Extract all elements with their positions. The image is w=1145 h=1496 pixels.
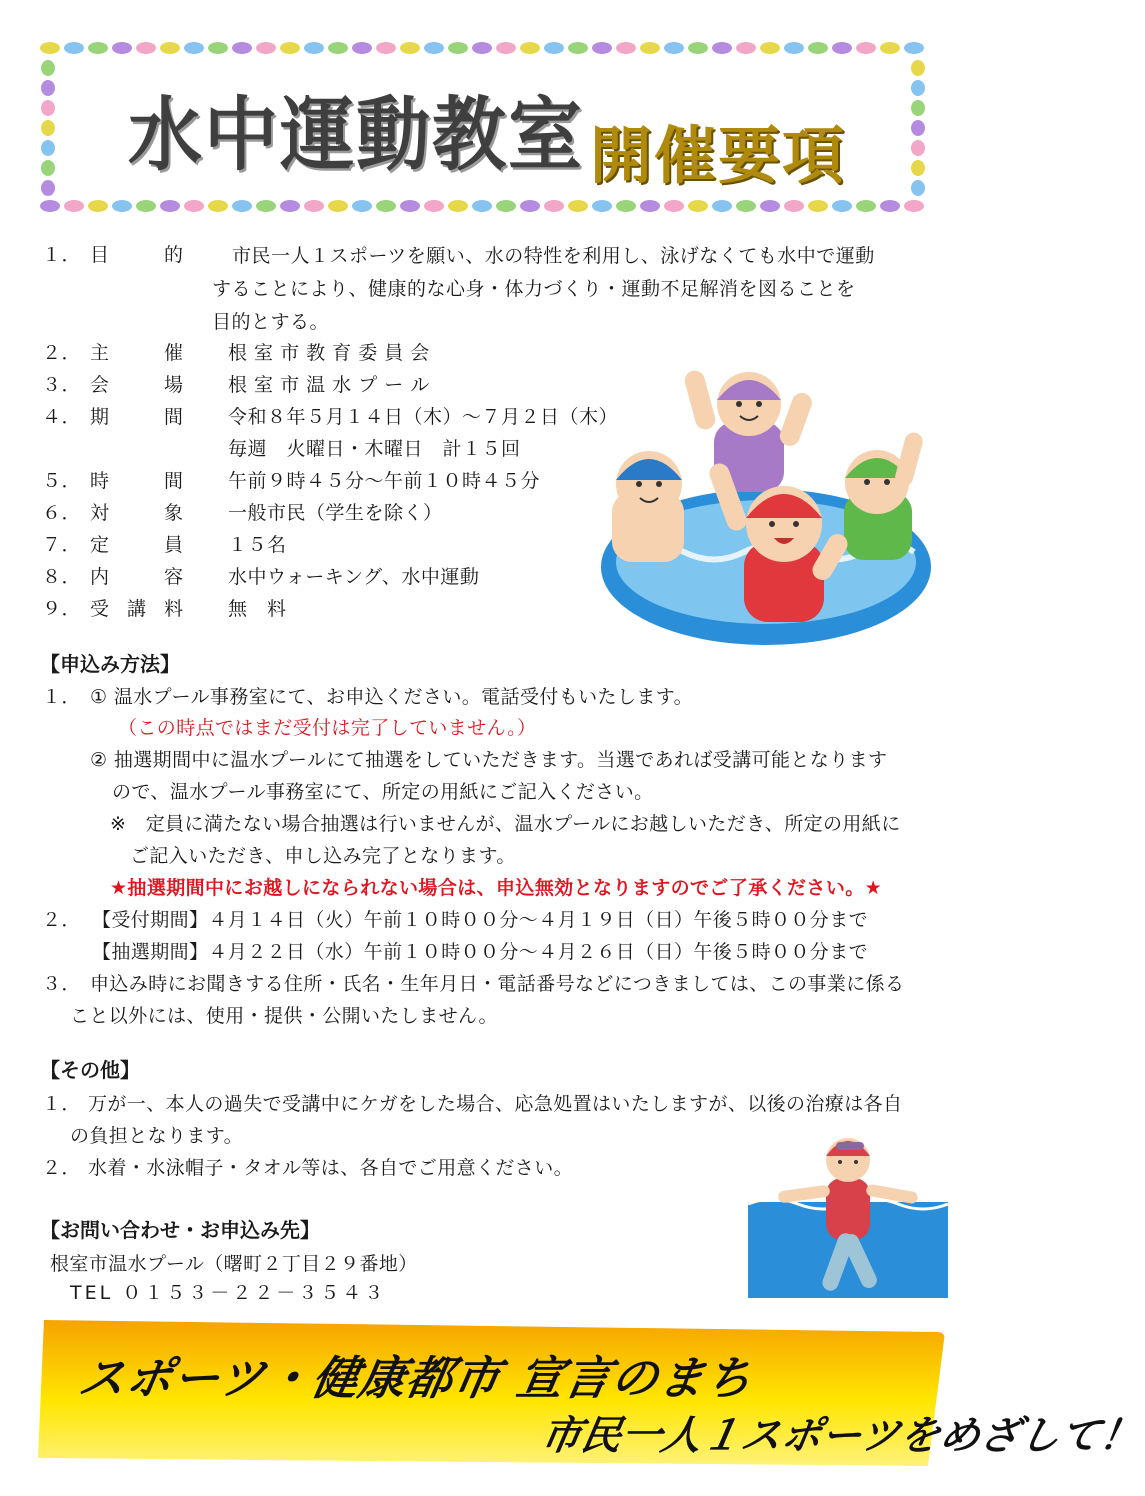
frame-dot xyxy=(856,200,876,212)
swimmer-illustration xyxy=(748,1120,948,1298)
frame-dot xyxy=(88,200,108,212)
detail-number: ８． xyxy=(42,566,82,588)
contact-name: 根室市温水プール（曙町２丁目２９番地） xyxy=(50,1253,418,1275)
detail-number: ７． xyxy=(42,534,82,556)
lottery-period: 【抽選期間】４月２２日（水）午前１０時００分～４月２６日（日）午後５時００分まで xyxy=(92,941,869,963)
frame-dot xyxy=(760,200,780,212)
frame-dot xyxy=(184,200,204,212)
detail-value: 根 室 市 教 育 委 員 会 xyxy=(228,342,430,364)
frame-dot xyxy=(376,42,396,54)
other-item-number: ２． xyxy=(42,1157,81,1179)
frame-dot xyxy=(911,160,925,176)
frame-dot xyxy=(880,200,900,212)
frame-dot xyxy=(544,42,564,54)
frame-dot xyxy=(64,200,84,212)
frame-dot xyxy=(904,200,924,212)
purpose-line: することにより、健康的な心身・体力づくり・運動不足解消を図ることを xyxy=(212,278,856,300)
frame-dot xyxy=(41,180,55,196)
frame-dot xyxy=(328,42,348,54)
purpose-line: 市民一人１スポーツを願い、水の特性を利用し、泳げなくても水中で運動 xyxy=(232,245,875,267)
detail-label: 的 xyxy=(164,244,184,266)
frame-dot xyxy=(304,200,324,212)
frame-dot xyxy=(41,160,55,176)
frame-dot xyxy=(640,42,660,54)
frame-dot xyxy=(496,42,516,54)
detail-label: 時 xyxy=(90,470,110,492)
application-step-2-cont: ので、温水プール事務室にて、所定の用紙にご記入ください。 xyxy=(112,781,654,803)
frame-dot xyxy=(208,42,228,54)
application-note-cont: ご記入いただき、申し込み完了となります。 xyxy=(130,845,516,867)
privacy-notice-cont: こと以外には、使用・提供・公開いたしません。 xyxy=(70,1005,498,1027)
frame-dot xyxy=(208,200,228,212)
detail-label: 内 xyxy=(90,566,110,588)
other-item-2: 水着・水泳帽子・タオル等は、各自でご用意ください。 xyxy=(88,1157,574,1179)
slogan-line-2: 市民一人１スポーツをめざして！ xyxy=(537,1413,1144,1459)
detail-label: 場 xyxy=(164,374,184,396)
application-item-number: １． xyxy=(42,686,81,708)
contact-tel: TEL ０１５３－２２－３５４３ xyxy=(70,1282,387,1304)
detail-value: １５名 xyxy=(228,534,287,556)
frame-dot xyxy=(424,42,444,54)
frame-dot xyxy=(808,42,828,54)
page-title: 水中運動教室 xyxy=(128,89,584,183)
detail-label: 主 xyxy=(90,342,110,364)
frame-dot xyxy=(160,200,180,212)
frame-dot xyxy=(592,200,612,212)
frame-dot xyxy=(520,200,540,212)
detail-value: 無 料 xyxy=(228,598,287,620)
frame-dot xyxy=(911,60,925,76)
frame-dot xyxy=(328,200,348,212)
frame-dot xyxy=(304,42,324,54)
frame-dot xyxy=(832,42,852,54)
frame-dot xyxy=(232,200,252,212)
frame-dot xyxy=(256,200,276,212)
detail-label: 定 xyxy=(90,534,110,556)
detail-value: 水中ウォーキング、水中運動 xyxy=(228,566,480,588)
application-step-1-note: （この時点ではまだ受付は完了していません。） xyxy=(118,717,537,739)
frame-dot xyxy=(41,60,55,76)
frame-dot xyxy=(664,200,684,212)
frame-dot xyxy=(640,200,660,212)
swimmers-group-illustration xyxy=(594,352,934,652)
frame-dot xyxy=(808,200,828,212)
frame-dot xyxy=(592,42,612,54)
frame-dot xyxy=(160,42,180,54)
frame-dot xyxy=(376,200,396,212)
detail-value-secondary: 毎週 火曜日・木曜日 計１５回 xyxy=(228,438,521,460)
frame-dot xyxy=(688,42,708,54)
application-warning: ★抽選期間中にお越しになられない場合は、申込無効となりますのでご了承ください。★ xyxy=(110,877,883,899)
frame-dot xyxy=(400,200,420,212)
frame-dot xyxy=(736,200,756,212)
frame-dot xyxy=(880,42,900,54)
frame-dot xyxy=(280,42,300,54)
detail-value: 根 室 市 温 水 プ ー ル xyxy=(228,374,430,396)
contact-heading: 【お問い合わせ・お申込み先】 xyxy=(40,1218,320,1242)
application-step-1: ① 温水プール事務室にて、お申込ください。電話受付もいたします。 xyxy=(90,686,694,708)
frame-dot xyxy=(424,200,444,212)
frame-dot xyxy=(41,140,55,156)
frame-dot xyxy=(41,100,55,116)
slogan-line-1: スポーツ・健康都市 宣言のまち xyxy=(74,1351,758,1405)
detail-number: ９． xyxy=(42,598,82,620)
detail-label: 象 xyxy=(164,502,184,524)
application-note: ※ 定員に満たない場合抽選は行いませんが、温水プールにお越しいただき、所定の用紙に xyxy=(110,813,901,835)
application-item-number: ２． xyxy=(42,909,81,931)
frame-dot xyxy=(568,42,588,54)
detail-label: 間 xyxy=(164,470,184,492)
detail-value: 一般市民（学生を除く） xyxy=(228,502,443,524)
frame-dot xyxy=(911,140,925,156)
frame-dot xyxy=(616,42,636,54)
other-item-number: １． xyxy=(42,1093,81,1115)
frame-dot xyxy=(352,42,372,54)
detail-label: 催 xyxy=(164,342,184,364)
frame-dot xyxy=(448,200,468,212)
frame-dot xyxy=(232,42,252,54)
frame-dot xyxy=(911,80,925,96)
frame-dot xyxy=(904,42,924,54)
frame-dot xyxy=(400,42,420,54)
frame-dot xyxy=(688,200,708,212)
frame-dot xyxy=(496,200,516,212)
other-heading: 【その他】 xyxy=(40,1058,140,1082)
frame-dot xyxy=(41,120,55,136)
frame-dot xyxy=(136,200,156,212)
application-heading: 【申込み方法】 xyxy=(40,652,180,676)
frame-dot xyxy=(472,42,492,54)
frame-dot xyxy=(712,200,732,212)
frame-dot xyxy=(856,42,876,54)
frame-dot xyxy=(664,42,684,54)
frame-dot xyxy=(256,42,276,54)
detail-number: ３． xyxy=(42,374,82,396)
detail-label: 容 xyxy=(164,566,184,588)
frame-dot xyxy=(832,200,852,212)
detail-number: ２． xyxy=(42,342,82,364)
frame-dot xyxy=(568,200,588,212)
frame-dot xyxy=(616,200,636,212)
detail-label: 受 xyxy=(90,598,110,620)
frame-dot xyxy=(40,42,60,54)
detail-label: 講 xyxy=(127,598,147,620)
frame-dot xyxy=(911,100,925,116)
frame-dot xyxy=(112,200,132,212)
frame-dot xyxy=(712,42,732,54)
frame-dot xyxy=(136,42,156,54)
frame-dot xyxy=(88,42,108,54)
application-item-number: ３． xyxy=(42,973,81,995)
purpose-line: 目的とする。 xyxy=(212,311,330,333)
frame-dot xyxy=(184,42,204,54)
frame-dot xyxy=(448,42,468,54)
other-item-1-cont: の負担となります。 xyxy=(70,1125,244,1147)
frame-dot xyxy=(112,42,132,54)
detail-number: １． xyxy=(42,244,82,266)
detail-value: 令和８年５月１４日（木）～７月２日（木） xyxy=(228,406,619,428)
frame-dot xyxy=(352,200,372,212)
frame-dot xyxy=(911,180,925,196)
frame-dot xyxy=(64,42,84,54)
other-item-1: 万が一、本人の過失で受講中にケガをした場合、応急処置はいたしますが、以後の治療は各自 xyxy=(88,1093,903,1115)
reception-period: 【受付期間】４月１４日（火）午前１０時００分～４月１９日（日）午後５時００分まで xyxy=(92,909,869,931)
detail-number: ４． xyxy=(42,406,82,428)
detail-label: 間 xyxy=(164,406,184,428)
page-subtitle: 開催要項 xyxy=(590,119,847,192)
detail-label: 員 xyxy=(164,534,184,556)
frame-dot xyxy=(280,200,300,212)
frame-dot xyxy=(760,42,780,54)
frame-dot xyxy=(784,42,804,54)
purpose-text xyxy=(212,240,932,339)
frame-dot xyxy=(544,200,564,212)
detail-label: 期 xyxy=(90,406,110,428)
detail-number: ６． xyxy=(42,502,82,524)
application-step-2: ② 抽選期間中に温水プールにて抽選をしていただきます。当選であれば受講可能となります xyxy=(90,749,888,771)
frame-dot xyxy=(472,200,492,212)
frame-dot xyxy=(784,200,804,212)
frame-dot xyxy=(736,42,756,54)
frame-dot xyxy=(911,120,925,136)
detail-label: 目 xyxy=(90,244,110,266)
privacy-notice: 申込み時にお聞きする住所・氏名・生年月日・電話番号などにつきましては、この事業に係る xyxy=(90,973,905,995)
frame-dot xyxy=(41,80,55,96)
detail-value: 午前９時４５分～午前１０時４５分 xyxy=(228,470,541,492)
detail-label: 会 xyxy=(90,374,110,396)
frame-dot xyxy=(40,200,60,212)
detail-label: 対 xyxy=(90,502,110,524)
detail-label: 料 xyxy=(164,598,184,620)
frame-dot xyxy=(520,42,540,54)
detail-number: ５． xyxy=(42,470,82,492)
